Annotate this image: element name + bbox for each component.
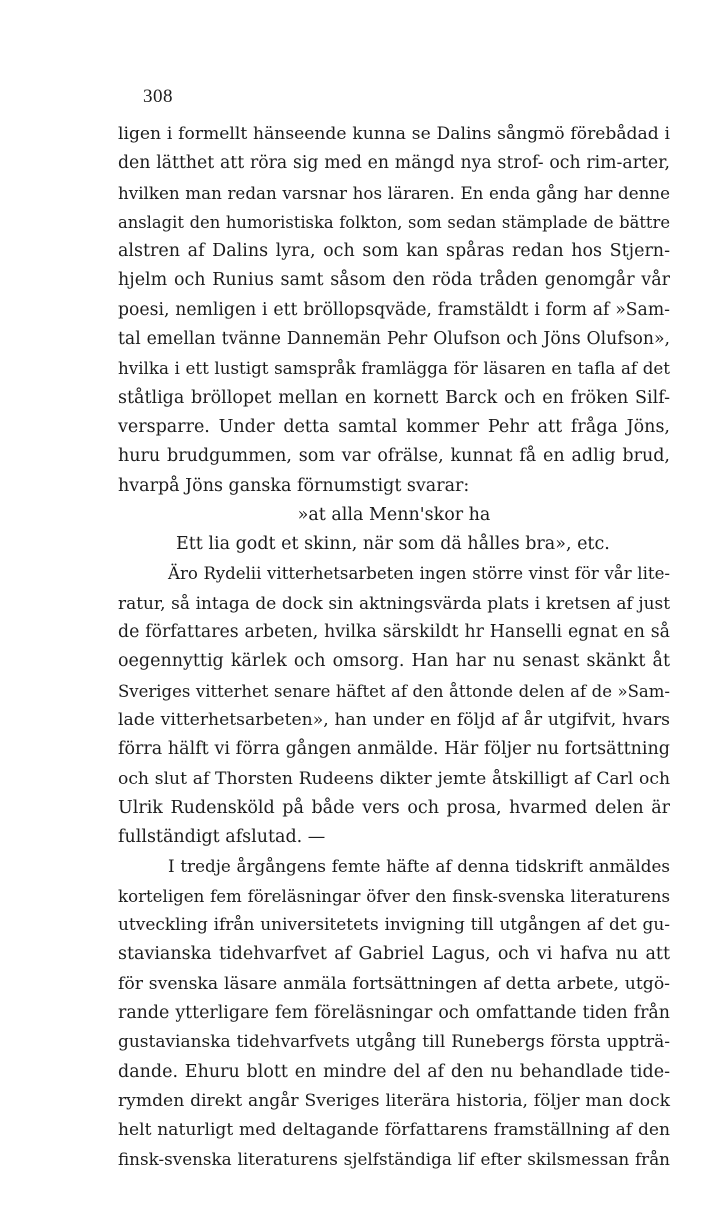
text-line: hvilka i ett lustigt samspråk framlägga för läsaren en tafla af det: [118, 358, 670, 379]
paragraph-first-line: Äro Rydelii vitterhetsarbeten ingen större vinst för vår lite-: [168, 564, 670, 584]
text-line: fullständigt afslutad. —: [118, 827, 326, 848]
text-line: ståtliga bröllopet mellan en kornett Barck och en fröken Silf-: [118, 387, 670, 408]
text-line: hvilken man redan varsnar hos läraren. En enda gång har denne: [118, 182, 670, 203]
text-line: förra hälft vi förra gången anmälde. Här följer nu fortsättning: [118, 739, 670, 760]
paragraph-first-line: I tredje årgångens femte häfte af denna tidskrift anmäldes: [168, 856, 670, 877]
text-line: hvarpå Jöns ganska förnumstigt svarar:: [118, 475, 470, 496]
text-line: för svenska läsare anmäla fortsättningen af detta arbete, utgö-: [118, 973, 670, 994]
text-line: ratur, så intaga de dock sin aktningsvärda plats i kretsen af just: [118, 592, 670, 613]
text-line: korteligen fem föreläsningar öfver den finsk-svenska literaturens: [118, 886, 670, 906]
text-line: och slut af Thorsten Rudeens dikter jemte åtskilligt af Carl och: [118, 768, 670, 789]
text-line: rymden direkt angår Sveriges literära historia, följer man dock: [118, 1090, 670, 1111]
body-text: [118, 120, 670, 1175]
verse-line: Ett lia godt et skinn, när som dä hålles bra», etc.: [176, 534, 610, 555]
text-line: tal emellan tvänne Dannemän Pehr Olufson och Jöns Olufson»,: [118, 329, 670, 350]
text-line: ligen i formellt hänseende kunna se Dalins sångmö förebådad i: [118, 124, 670, 144]
text-line: hjelm och Runius samt såsom den röda tråden genomgår vår: [118, 270, 670, 291]
text-line: Sveriges vitterhet senare häftet af den åttonde delen af de »Sam-: [118, 681, 670, 701]
text-line: den lätthet att röra sig med en mängd nya strof- och rim-arter,: [118, 153, 670, 174]
text-line: huru brudgummen, som var ofrälse, kunnat få en adlig brud,: [118, 446, 670, 467]
text-line: oegennyttig kärlek och omsorg. Han har nu senast skänkt åt: [118, 651, 670, 672]
text-line: Ulrik Rudensköld på både vers och prosa, hvarmed delen är: [118, 797, 670, 818]
text-line: versparre. Under detta samtal kommer Pehr att fråga Jöns,: [118, 416, 670, 437]
text-line: anslagit den humoristiska folkton, som sedan stämplade de bättre: [118, 212, 670, 232]
text-line: utveckling ifrån universitetets invigning till utgången af det gu-: [118, 915, 670, 936]
text-line: finsk-svenska literaturens sjelfständiga lif efter skilsmessan från: [118, 1149, 670, 1170]
text-line: stavianska tidehvarfvet af Gabriel Lagus, och vi hafva nu att: [118, 944, 670, 965]
text-line: lade vitterhetsarbeten», han under en följd af år utgifvit, hvars: [118, 709, 670, 730]
verse-line: »at alla Menn'skor ha: [297, 504, 491, 525]
text-line: gustavianska tidehvarfvets utgång till Runebergs första uppträ-: [118, 1032, 670, 1053]
text-line: helt naturligt med deltagande författarens framställning af den: [118, 1120, 670, 1141]
text-line: de författares arbeten, hvilka särskildt hr Hanselli egnat en så: [118, 622, 670, 643]
page-number: 308: [143, 86, 173, 107]
text-line: dande. Ehuru blott en mindre del af den nu behandlade tide-: [118, 1061, 670, 1082]
text-line: rande ytterligare fem föreläsningar och omfattande tiden från: [118, 1002, 670, 1023]
text-line: poesi, nemligen i ett bröllopsqväde, framstäldt i form af »Sam-: [118, 299, 670, 320]
text-line: alstren af Dalins lyra, och som kan spåras redan hos Stjern-: [118, 241, 670, 262]
